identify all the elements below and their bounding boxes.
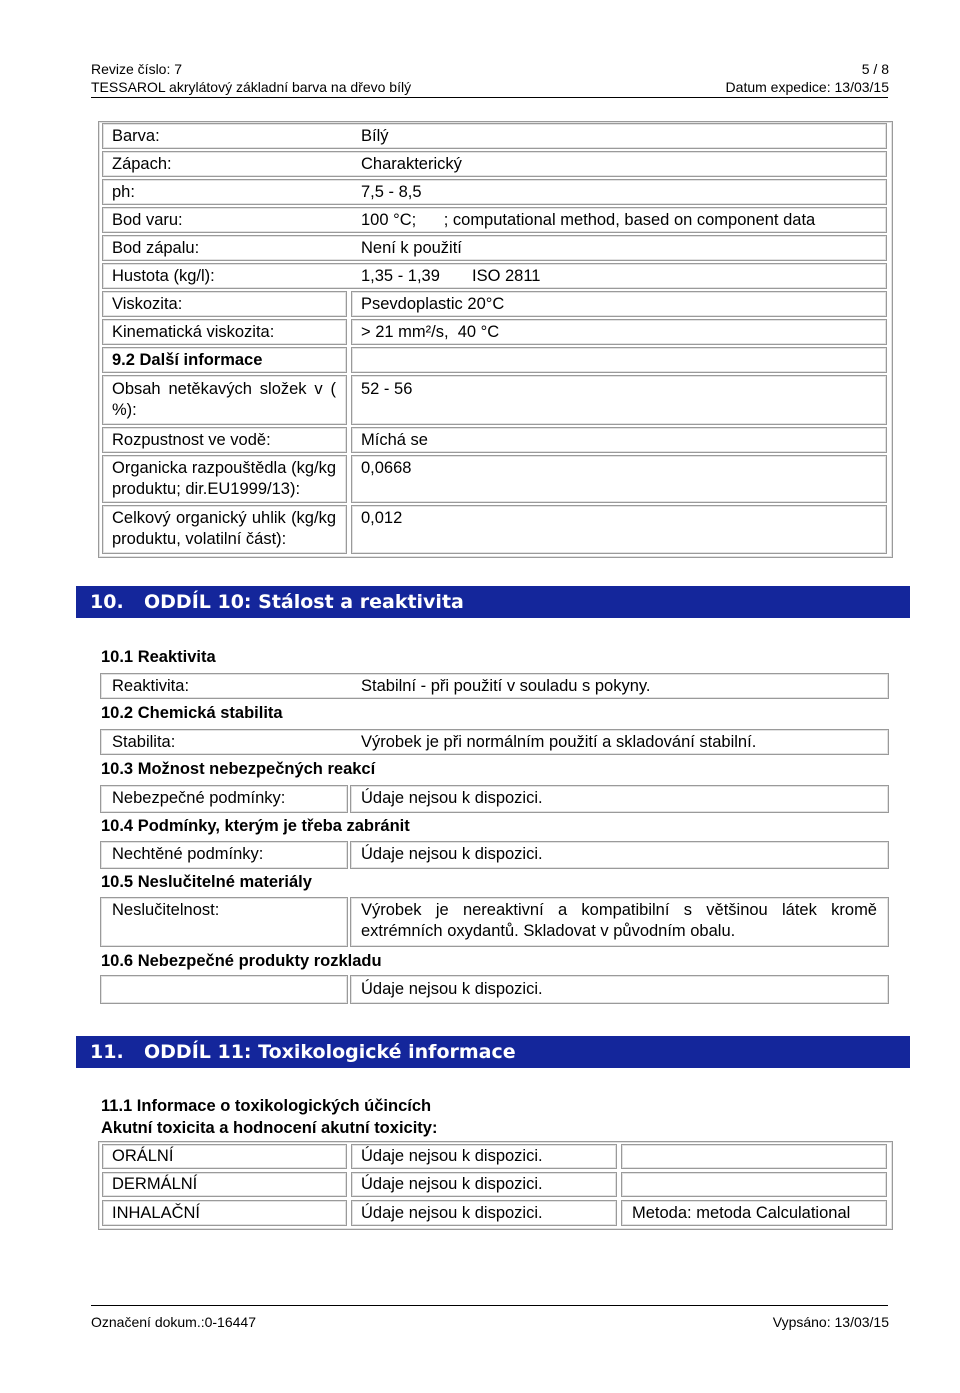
info-label: Celkový organický uhlik (kg/kg produktu, volatilní část): (112, 509, 336, 548)
field-value: Údaje nejsou k dispozici. (361, 845, 543, 863)
info-value: Míchá se (361, 431, 428, 449)
subsection-title: 10.6 Nebezpečné produkty rozkladu (101, 952, 382, 970)
property-label: Bod varu: (112, 211, 183, 229)
property-value: Bílý (361, 127, 389, 145)
table-cell (621, 1172, 887, 1197)
table-row (102, 123, 887, 149)
revision-number: Revize číslo: 7 (91, 61, 183, 77)
toxicity-value: Údaje nejsou k dispozici. (361, 1147, 543, 1165)
property-value: Psevdoplastic 20°C (361, 295, 505, 313)
table-cell (351, 505, 887, 554)
property-value: Není k použití (361, 239, 462, 257)
property-value: Charakterický (361, 155, 462, 173)
table-cell (351, 455, 887, 503)
subsection-title: 9.2 Další informace (112, 351, 263, 369)
property-value: > 21 mm²/s, 40 °C (361, 323, 500, 341)
info-label: Rozpustnost ve vodě: (112, 431, 271, 449)
property-value: 100 °C; ; computational method, based on component data (361, 211, 816, 229)
section-title: ODDÍL 11: Toxikologické informace (144, 1041, 516, 1063)
section-11-header (76, 1036, 910, 1068)
subsection-title: 10.2 Chemická stabilita (101, 704, 283, 722)
info-label: Obsah netěkavých složek v ( %): (112, 380, 336, 419)
property-label: Zápach: (112, 155, 172, 173)
section-10-header (76, 586, 910, 618)
property-label: ph: (112, 183, 135, 201)
field-value: Výrobek je nereaktivní a kompatibilní s většinou látek kromě extrémních oxydantů. Skladovat v původním obalu. (361, 901, 877, 940)
document-id: Označení dokum.:0-16447 (91, 1314, 256, 1330)
info-value: 0,0668 (361, 459, 412, 477)
product-name: TESSAROL akrylátový základní barva na dřevo bílý (91, 79, 412, 95)
subsection-title: 10.4 Podmínky, kterým je třeba zabránit (101, 817, 410, 835)
route-label: INHALAČNÍ (112, 1204, 201, 1222)
subsection-title: 10.3 Možnost nebezpečných reakcí (101, 760, 376, 778)
toxicity-value: Údaje nejsou k dispozici. (361, 1204, 543, 1222)
table-cell (100, 975, 348, 1004)
route-label: DERMÁLNÍ (112, 1175, 198, 1193)
property-value: 1,35 - 1,39 ISO 2811 (361, 267, 541, 285)
header-rule (91, 97, 888, 98)
table-row (102, 179, 887, 205)
table-cell (351, 375, 887, 425)
field-label: Nebezpečné podmínky: (112, 789, 286, 807)
property-label: Kinematická viskozita: (112, 323, 275, 341)
property-label: Barva: (112, 127, 160, 145)
subsection-title: 10.5 Neslučitelné materiály (101, 873, 312, 891)
field-value: Údaje nejsou k dispozici. (361, 980, 543, 998)
toxicity-value: Údaje nejsou k dispozici. (361, 1175, 543, 1193)
table-cell (621, 1144, 887, 1169)
subsection-subtitle: Akutní toxicita a hodnocení akutní toxicity: (101, 1119, 438, 1137)
property-label: Viskozita: (112, 295, 183, 313)
footer-rule (91, 1305, 888, 1306)
field-value: Stabilní - při použití v souladu s pokyny. (361, 677, 651, 695)
table-cell (351, 427, 887, 453)
toxicity-method: Metoda: metoda Calculational (632, 1204, 851, 1222)
subsection-title: 10.1 Reaktivita (101, 648, 216, 666)
field-value: Údaje nejsou k dispozici. (361, 789, 543, 807)
property-label: Bod zápalu: (112, 239, 200, 257)
table-cell (351, 347, 887, 373)
info-value: 0,012 (361, 509, 403, 527)
subsection-title: 11.1 Informace o toxikologických účincích (101, 1097, 432, 1115)
field-value: Výrobek je při normálním použití a skladování stabilní. (361, 733, 757, 751)
info-value: 52 - 56 (361, 380, 413, 398)
table-row (102, 151, 887, 177)
page-number: 5 / 8 (861, 61, 889, 77)
info-label: Organicka razpouštědla (kg/kg produktu; dir.EU1999/13): (112, 459, 336, 498)
issue-date: Datum expedice: 13/03/15 (725, 79, 889, 95)
section-title: ODDÍL 10: Stálost a reaktivita (144, 591, 464, 613)
printed-date: Vypsáno: 13/03/15 (772, 1314, 889, 1330)
field-label: Reaktivita: (112, 677, 190, 695)
field-label: Neslučitelnost: (112, 901, 220, 919)
property-value: 7,5 - 8,5 (361, 183, 422, 201)
field-label: Nechtěné podmínky: (112, 845, 264, 863)
field-label: Stabilita: (112, 733, 176, 751)
property-label: Hustota (kg/l): (112, 267, 215, 285)
table-row (102, 235, 887, 261)
section-number: 11. (90, 1041, 124, 1063)
section-number: 10. (90, 591, 124, 613)
route-label: ORÁLNÍ (112, 1147, 174, 1165)
